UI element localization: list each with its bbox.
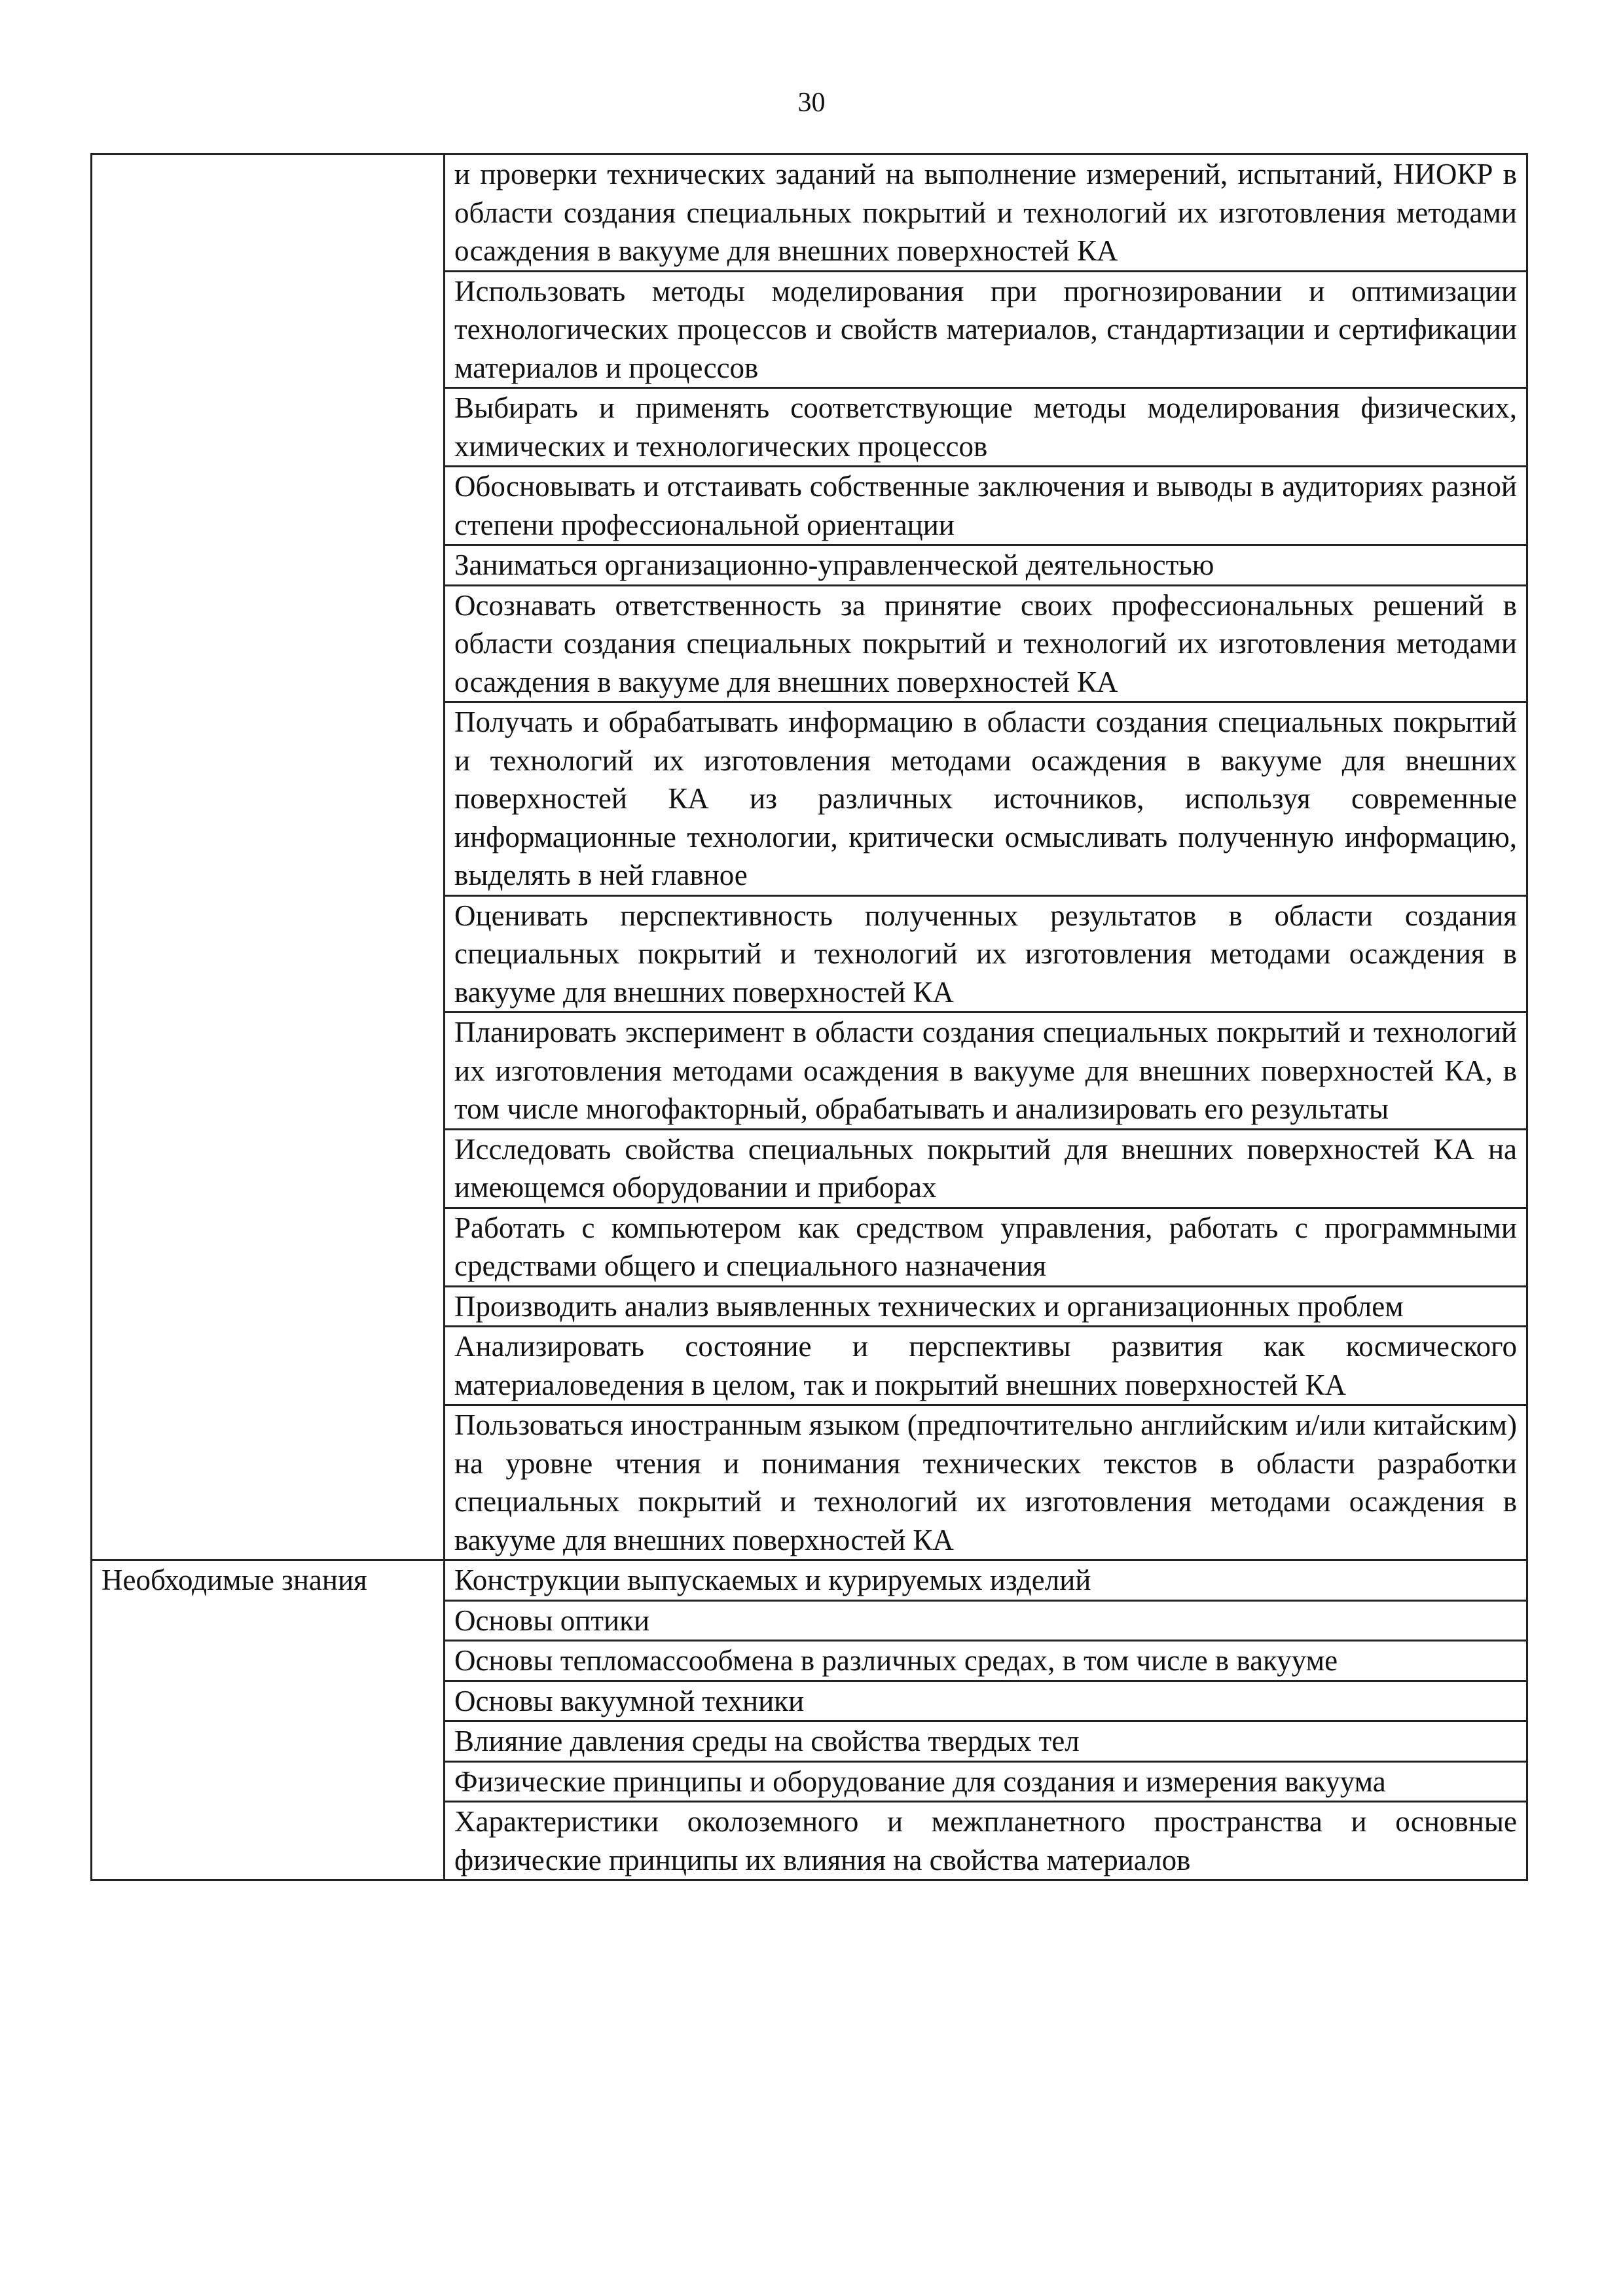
skill-item: Обосновывать и отстаивать собственные заключения и выводы в аудиториях разной степени профессиональной ориентации bbox=[445, 467, 1527, 545]
skill-item: Производить анализ выявленных технических и организационных проблем bbox=[445, 1286, 1527, 1327]
knowledge-item: Основы тепломассообмена в различных средах, в том числе в вакууме bbox=[445, 1641, 1527, 1681]
skills-label-cell bbox=[92, 154, 445, 1560]
knowledge-item: Влияние давления среды на свойства твердых тел bbox=[445, 1721, 1527, 1762]
skill-item: Осознавать ответственность за принятие своих профессиональных решений в области создания специальных покрытий и технологий их изготовления методами осаждения в вакууме для внешних поверхностей КА bbox=[445, 585, 1527, 702]
skill-item: Планировать эксперимент в области создания специальных покрытий и технологий их изготовления методами осаждения в вакууме для внешних поверхностей КА, в том числе многофакторный, обрабатывать и анализировать его результаты bbox=[445, 1013, 1527, 1130]
table-row bbox=[92, 1560, 1527, 1601]
knowledge-item: Основы оптики bbox=[445, 1600, 1527, 1641]
skill-item: Анализировать состояние и перспективы развития как космического материаловедения в целом, так и покрытий внешних поверхностей КА bbox=[445, 1327, 1527, 1405]
knowledge-item: Конструкции выпускаемых и курируемых изделий bbox=[445, 1560, 1527, 1601]
skill-item: Получать и обрабатывать информацию в области создания специальных покрытий и технологий их изготовления методами осаждения в вакууме для внешних поверхностей КА из различных источников, используя современные информационные технологии, критически осмысливать полученную информацию, выделять в ней главное bbox=[445, 702, 1527, 896]
skill-item: Исследовать свойства специальных покрытий для внешних поверхностей КА на имеющемся оборудовании и приборах bbox=[445, 1129, 1527, 1208]
skill-item: Заниматься организационно-управленческой деятельностью bbox=[445, 545, 1527, 586]
page-number: 30 bbox=[797, 88, 826, 118]
skill-item: Оценивать перспективность полученных результатов в области создания специальных покрытий и технологий их изготовления методами осаждения в вакууме для внешних поверхностей КА bbox=[445, 895, 1527, 1013]
table-row bbox=[92, 154, 1527, 272]
skill-item: и проверки технических заданий на выполнение измерений, испытаний, НИОКР в области создания специальных покрытий и технологий их изготовления методами осаждения в вакууме для внешних поверхностей КА bbox=[445, 154, 1527, 272]
skill-item: Использовать методы моделирования при прогнозировании и оптимизации технологических процессов и свойств материалов, стандартизации и сертификации материалов и процессов bbox=[445, 271, 1527, 388]
skill-item: Пользоваться иностранным языком (предпочтительно английским и/или китайским) на уровне чтения и понимания технических текстов в области разработки специальных покрытий и технологий их изготовления методами осаждения в вакууме для внешних поверхностей КА bbox=[445, 1405, 1527, 1560]
professional-standard-table bbox=[90, 153, 1528, 1881]
knowledge-label-cell: Необходимые знания bbox=[92, 1560, 445, 1880]
knowledge-item: Физические принципы и оборудование для создания и измерения вакуума bbox=[445, 1761, 1527, 1802]
skill-item: Выбирать и применять соответствующие методы моделирования физических, химических и технологических процессов bbox=[445, 388, 1527, 467]
knowledge-item: Характеристики околоземного и межпланетного пространства и основные физические принципы их влияния на свойства материалов bbox=[445, 1802, 1527, 1880]
knowledge-item: Основы вакуумной техники bbox=[445, 1681, 1527, 1721]
skill-item: Работать с компьютером как средством управления, работать с программными средствами общего и специального назначения bbox=[445, 1208, 1527, 1286]
